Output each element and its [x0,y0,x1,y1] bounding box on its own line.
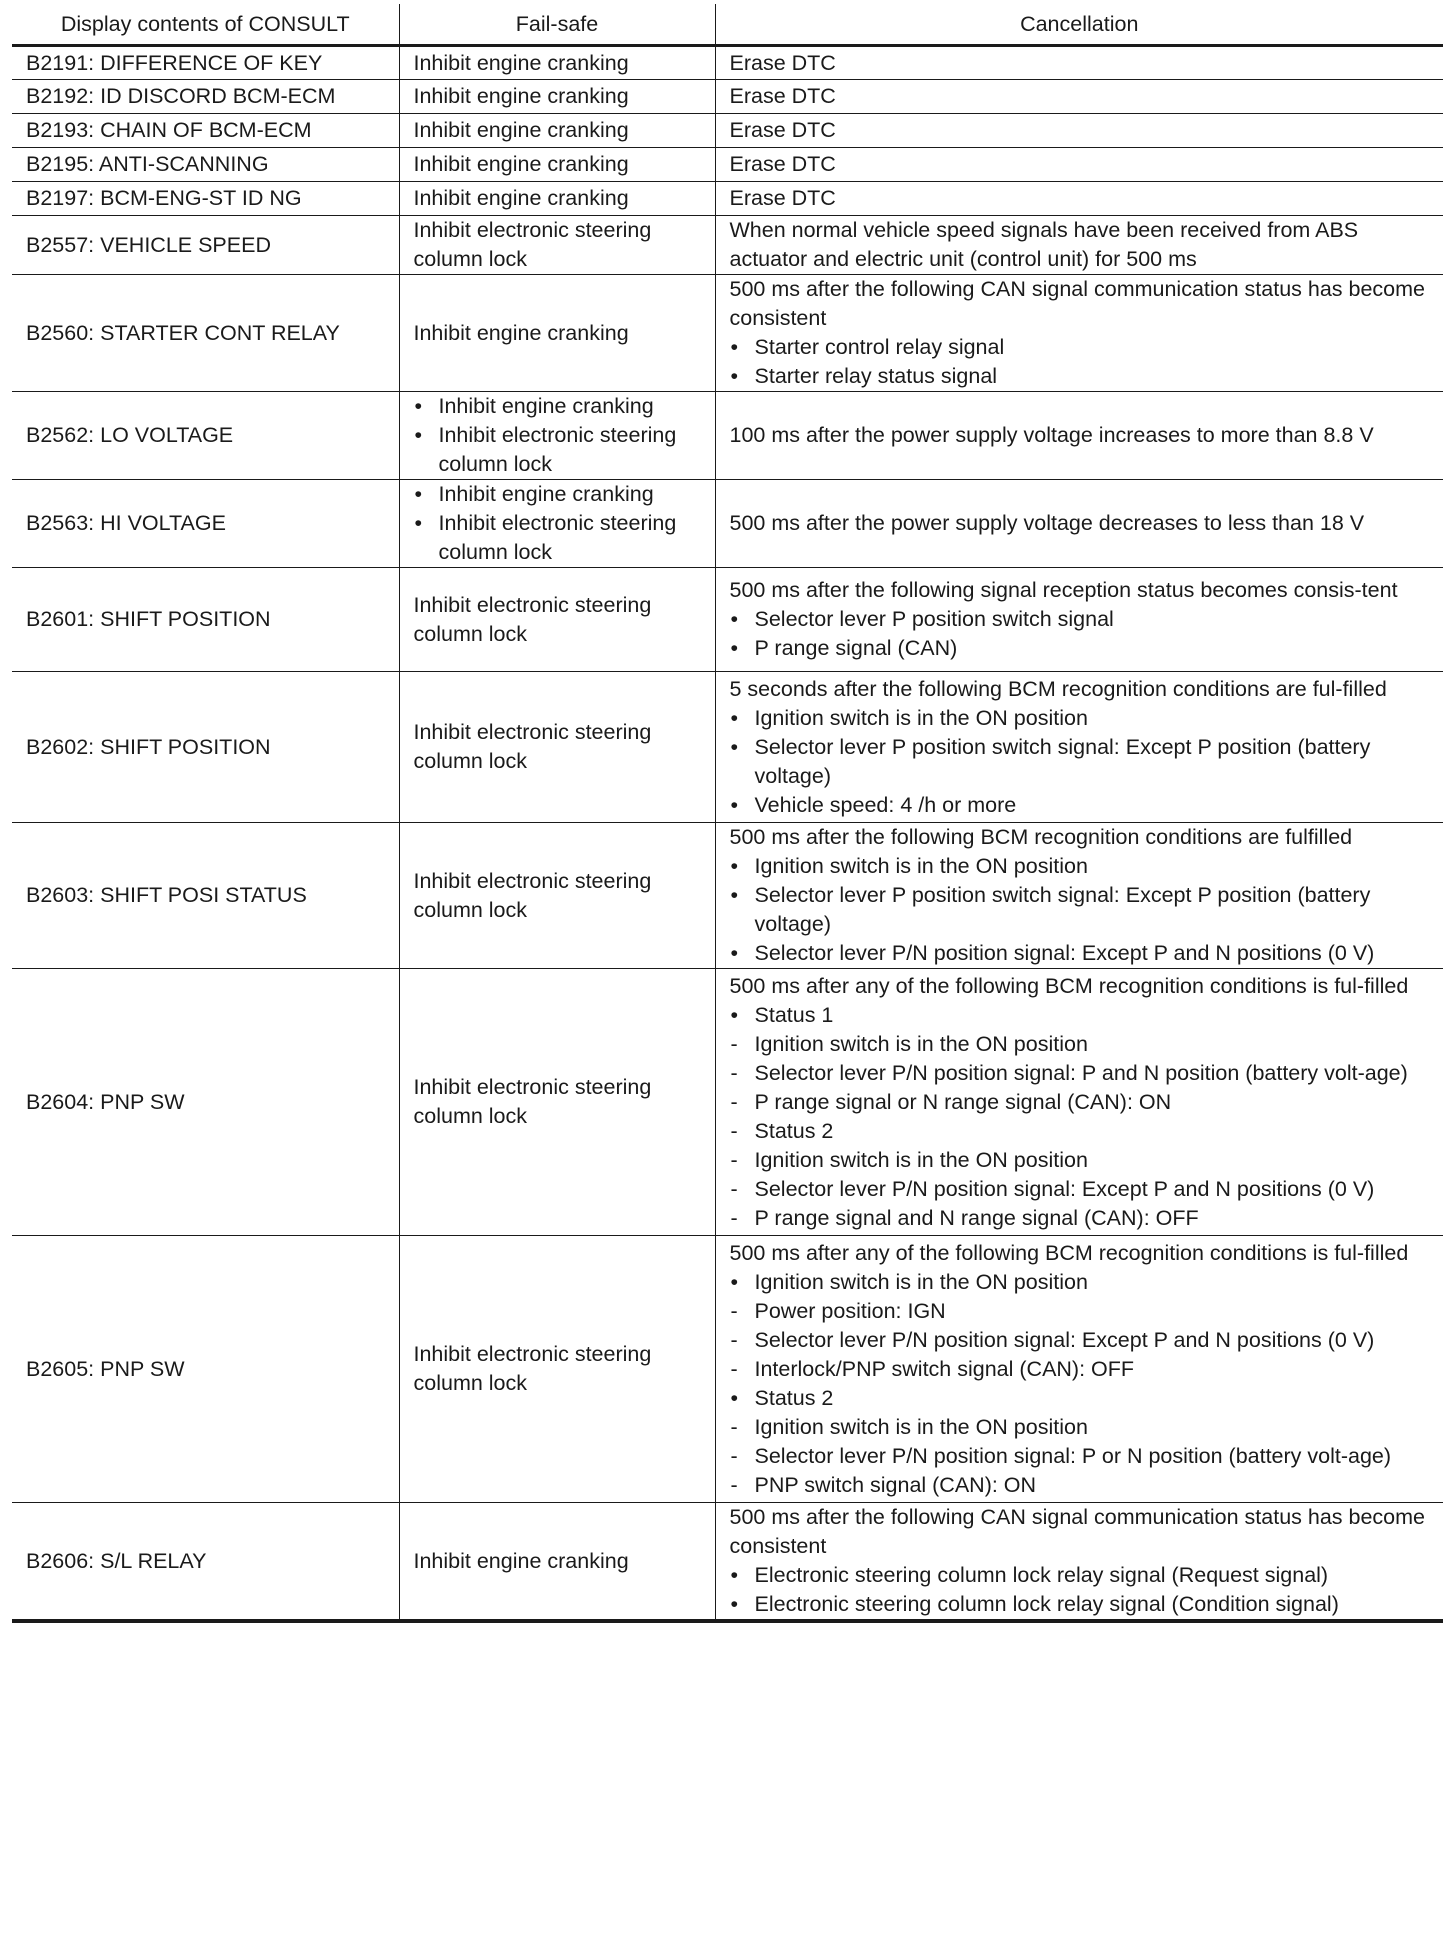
cell-text: Inhibit engine cranking [413,50,629,75]
fail-safe-cell [399,672,715,823]
fail-safe-cell [399,114,715,148]
cell-text: 500 ms after the following CAN signal communication status has become consistent [729,1505,1426,1558]
list-item-text: Selector lever P position switch signal: Except P position (battery voltage) [754,883,1371,936]
cell-text: 500 ms after any of the following BCM recognition conditions is ful-filled [729,1240,1409,1265]
dash-marker: - [730,1327,738,1352]
cell-text: Inhibit electronic steering column lock [413,720,652,773]
fail-safe-table [12,4,1443,1623]
cancellation-cell [715,568,1443,672]
bullet-marker: • [414,482,423,506]
dash-marker: - [730,1298,738,1323]
list-item-text: Status 1 [754,1002,834,1027]
cancellation-cell [715,216,1443,275]
list-item-text: Selector lever P/N position signal: P and N position (battery volt-age) [754,1060,1408,1085]
list-item-text: Ignition switch is in the ON position [754,1269,1088,1294]
table-row [12,216,1443,275]
bullet-marker: • [730,335,739,359]
display-contents-cell: B2605: PNP SW [12,1236,399,1503]
dash-marker: - [730,1147,738,1172]
fail-safe-cell [399,275,715,392]
display-contents-cell: B2563: HI VOLTAGE [12,480,399,568]
list-item [730,1001,1436,1030]
display-contents-cell: B2604: PNP SW [12,969,399,1236]
cell-text: Inhibit engine cranking [413,186,629,210]
list-item-text: PNP switch signal (CAN): ON [754,1472,1037,1497]
header-cancellation: Cancellation [715,4,1443,46]
list-item-text: Electronic steering column lock relay signal (Condition signal) [754,1592,1339,1616]
list-item-text: Inhibit engine cranking [438,394,654,418]
list-item-text: Status 2 [754,1118,834,1143]
list-item-text: Interlock/PNP switch signal (CAN): OFF [754,1356,1135,1381]
cell-text: 500 ms after any of the following BCM recognition conditions is ful-filled [729,973,1409,998]
fail-safe-cell [399,1236,715,1503]
list-item-text: Vehicle speed: 4 /h or more [754,792,1017,817]
list-item [730,1561,1436,1590]
header-fail-safe: Fail-safe [399,4,715,46]
fail-safe-cell [399,823,715,969]
fail-safe-cell [399,392,715,480]
list-item-text: Selector lever P/N position signal: P or N position (battery volt-age) [754,1443,1392,1468]
list-item [414,480,707,509]
list-item-text: Selector lever P/N position signal: Except P and N positions (0 V) [754,1327,1375,1352]
cell-text: Inhibit engine cranking [413,320,629,345]
list-item-text: Inhibit engine cranking [438,482,654,506]
list-item [730,1297,1436,1326]
list-item-text: Selector lever P position switch signal [754,607,1114,631]
list-item [730,634,1436,663]
cancellation-cell [715,46,1443,80]
fail-safe-cell [399,969,715,1236]
list-item-text: Starter control relay signal [754,335,1005,359]
bullet-marker: • [730,883,739,907]
display-contents-cell: B2193: CHAIN OF BCM-ECM [12,114,399,148]
display-contents-cell: B2606: S/L RELAY [12,1503,399,1622]
table-row [12,672,1443,823]
list-item-text: Ignition switch is in the ON position [754,1414,1088,1439]
list-item [730,1204,1436,1233]
list-item [730,1384,1436,1413]
list-item-text: P range signal (CAN) [754,636,958,660]
cancellation-cell [715,275,1443,392]
cell-text: 100 ms after the power supply voltage increases to more than 8.8 V [729,423,1374,447]
display-contents-cell: B2560: STARTER CONT RELAY [12,275,399,392]
table-row [12,969,1443,1236]
bullet-marker: • [730,792,739,817]
bullet-marker: • [730,636,739,660]
display-contents-cell: B2197: BCM-ENG-ST ID NG [12,182,399,216]
bullet-marker: • [730,1269,739,1294]
fail-safe-cell [399,46,715,80]
cell-text: 500 ms after the following signal reception status becomes consis-tent [729,578,1398,602]
list-item [730,881,1436,939]
cell-text: Erase DTC [729,84,836,108]
dash-marker: - [730,1176,738,1201]
bullet-marker: • [730,854,739,878]
list-item-text: P range signal and N range signal (CAN): OFF [754,1205,1199,1230]
bullet-marker: • [730,607,739,631]
bullet-marker: • [730,705,739,730]
list-item [730,852,1436,881]
dash-marker: - [730,1443,738,1468]
list-item [730,1355,1436,1384]
table-row [12,182,1443,216]
list-item [730,1413,1436,1442]
list-item [730,1146,1436,1175]
bullet-marker: • [730,734,739,759]
list-item [730,791,1436,820]
list-item [730,1059,1436,1088]
dash-marker: - [730,1472,738,1497]
dash-marker: - [730,1205,738,1230]
list-item [730,1175,1436,1204]
fail-safe-cell [399,148,715,182]
table-row [12,148,1443,182]
cell-text: 500 ms after the power supply voltage decreases to less than 18 V [729,511,1365,535]
list-item [730,1030,1436,1059]
list-item [730,1590,1436,1619]
cell-text: Erase DTC [729,118,836,142]
header-display-contents: Display contents of CONSULT [12,4,399,46]
cell-text: Inhibit electronic steering column lock [413,1342,652,1395]
list-item-text: Ignition switch is in the ON position [754,705,1088,730]
fail-safe-cell [399,80,715,114]
cancellation-cell [715,392,1443,480]
fail-safe-cell [399,182,715,216]
table-row [12,46,1443,80]
cell-text: Inhibit electronic steering column lock [413,218,652,271]
dash-marker: - [730,1031,738,1056]
table-row [12,275,1443,392]
list-item-text: Ignition switch is in the ON position [754,854,1088,878]
display-contents-cell: B2191: DIFFERENCE OF KEY [12,46,399,80]
cell-text: When normal vehicle speed signals have been received from ABS actuator and electric unit (control unit) for 500 ms [729,218,1359,271]
list-item-text: P range signal or N range signal (CAN): ON [754,1089,1172,1114]
list-item [730,733,1436,791]
bullet-marker: • [414,511,423,535]
cancellation-cell [715,1236,1443,1503]
cell-text: Inhibit electronic steering column lock [413,868,652,922]
list-item [730,1326,1436,1355]
display-contents-cell: B2603: SHIFT POSI STATUS [12,823,399,969]
cancellation-cell [715,823,1443,969]
list-item [730,362,1436,391]
display-contents-cell: B2195: ANTI-SCANNING [12,148,399,182]
table-row [12,1503,1443,1622]
cancellation-cell [715,672,1443,823]
list-item-text: Starter relay status signal [754,364,998,388]
list-item-text: Selector lever P/N position signal: Except P and N positions (0 V) [754,941,1375,965]
cell-text: Erase DTC [729,50,836,75]
table-row [12,114,1443,148]
list-item [730,1442,1436,1471]
fail-safe-cell [399,568,715,672]
table-row [12,1236,1443,1503]
list-item [730,1471,1436,1500]
bullet-marker: • [730,1385,739,1410]
list-item-text: Ignition switch is in the ON position [754,1147,1088,1172]
fail-safe-cell [399,480,715,568]
fail-safe-cell [399,216,715,275]
table-header-row [12,4,1443,46]
list-item [730,704,1436,733]
fail-safe-cell [399,1503,715,1622]
table-row [12,480,1443,568]
dash-marker: - [730,1356,738,1381]
cell-text: Inhibit engine cranking [413,118,629,142]
display-contents-cell: B2601: SHIFT POSITION [12,568,399,672]
list-item-text: Selector lever P/N position signal: Except P and N positions (0 V) [754,1176,1375,1201]
list-item [730,1088,1436,1117]
table-row [12,392,1443,480]
bullet-marker: • [730,1002,739,1027]
bullet-marker: • [730,941,739,965]
list-item-text: Electronic steering column lock relay signal (Request signal) [754,1563,1329,1587]
list-item-text: Ignition switch is in the ON position [754,1031,1088,1056]
list-item-text: Status 2 [754,1385,834,1410]
list-item [414,509,707,567]
cancellation-cell [715,182,1443,216]
list-item [730,1117,1436,1146]
bullet-marker: • [414,423,423,447]
cancellation-cell [715,969,1443,1236]
bullet-marker: • [414,394,423,418]
display-contents-cell: B2602: SHIFT POSITION [12,672,399,823]
table-row [12,568,1443,672]
display-contents-cell: B2192: ID DISCORD BCM-ECM [12,80,399,114]
cancellation-cell [715,1503,1443,1622]
cell-text: Erase DTC [729,186,836,210]
cell-text: Erase DTC [729,152,836,176]
table-row [12,823,1443,969]
cancellation-cell [715,80,1443,114]
list-item [414,392,707,421]
display-contents-cell: B2557: VEHICLE SPEED [12,216,399,275]
cell-text: Inhibit engine cranking [413,1548,629,1573]
list-item-text: Power position: IGN [754,1298,946,1323]
dash-marker: - [730,1414,738,1439]
dash-marker: - [730,1089,738,1114]
table-row [12,80,1443,114]
table-body [12,46,1443,1622]
list-item [730,1268,1436,1297]
list-item [730,333,1436,362]
cell-text: Inhibit engine cranking [413,84,629,108]
bullet-marker: • [730,364,739,388]
display-contents-cell: B2562: LO VOLTAGE [12,392,399,480]
dash-marker: - [730,1118,738,1143]
bullet-marker: • [730,1563,739,1587]
list-item-text: Inhibit electronic steering column lock [438,511,677,564]
list-item [414,421,707,479]
cancellation-cell [715,480,1443,568]
list-item-text: Selector lever P position switch signal: Except P position (battery voltage) [754,734,1371,788]
cell-text: 500 ms after the following CAN signal communication status has become consistent [729,277,1426,330]
cancellation-cell [715,114,1443,148]
cancellation-cell [715,148,1443,182]
dash-marker: - [730,1060,738,1085]
cell-text: Inhibit electronic steering column lock [413,1075,652,1128]
cell-text: Inhibit electronic steering column lock [413,592,652,646]
cell-text: Inhibit engine cranking [413,152,629,176]
list-item-text: Inhibit electronic steering column lock [438,423,677,476]
list-item [730,605,1436,634]
bullet-marker: • [730,1592,739,1616]
cell-text: 5 seconds after the following BCM recognition conditions are ful-filled [729,676,1387,701]
cell-text: 500 ms after the following BCM recognition conditions are fulfilled [729,825,1353,849]
list-item [730,939,1436,968]
